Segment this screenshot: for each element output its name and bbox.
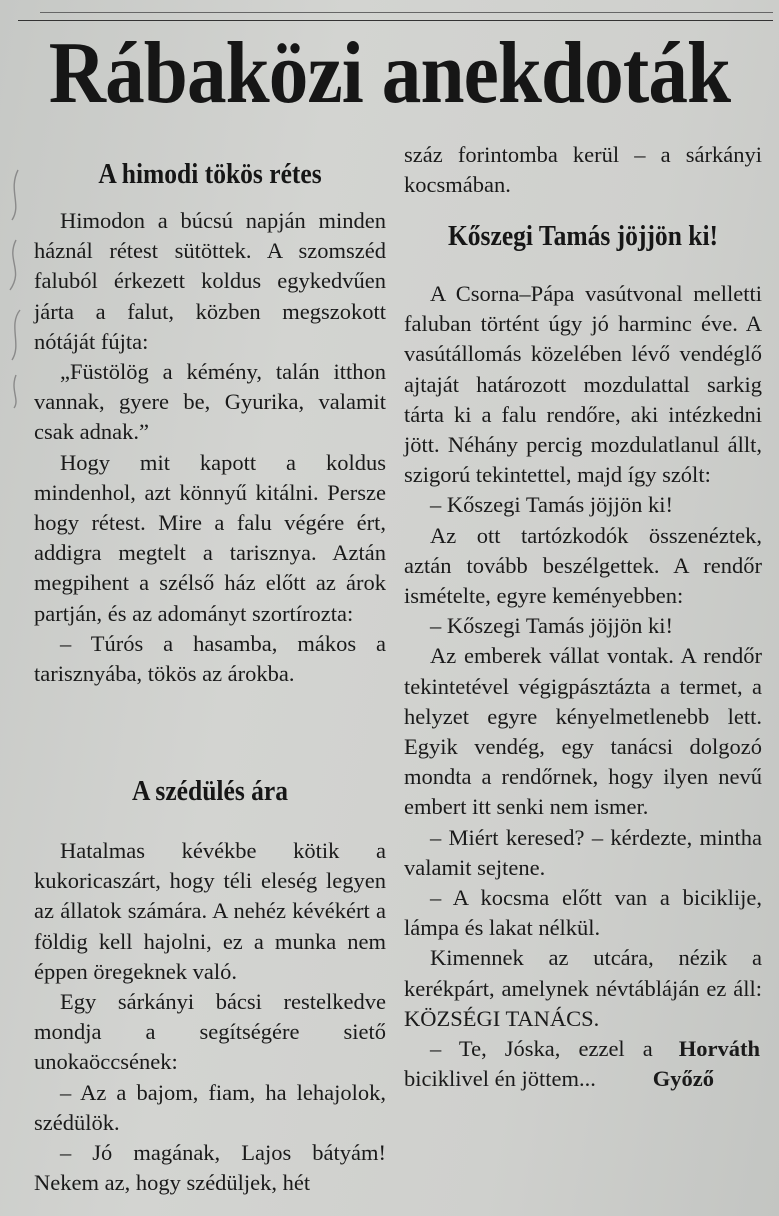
top-divider xyxy=(18,20,773,21)
story1-title: A himodi tökös rétes xyxy=(98,158,322,190)
story3-closing-line xyxy=(404,1034,762,1094)
story1-paragraph: Hogy mit kapott a koldus mindenhol, azt könnyű kitálni. Persze hogy rétest. Mire a falu végére ért, addigra megtelt a tarisznya. Aztán megpihent a szélső ház előtt az árok partján, és az adományt szortírozta: xyxy=(34,449,386,626)
story3-paragraph: – Miért keresed? – kérdezte, mintha valamit sejtene. xyxy=(404,824,762,880)
story3-paragraph: – A kocsma előtt van a biciklije, lámpa és lakat nélkül. xyxy=(404,885,762,941)
story1-paragraph: Himodon a búcsú napján minden háznál rétest sütöttek. A szomszéd faluból érkezett koldus egykedvűen járta a falut, közben megszokott nótáját fújta: xyxy=(34,208,386,354)
story1-paragraph: – Túrós a hasamba, mákos a tarisznyába, tökös az árokba. xyxy=(34,630,386,687)
story3-paragraph: Az emberek vállat vontak. A rendőr tekintetével végigpásztázta a termet, a helyzet egyre kényelmetlenebb lett. Egyik vendég, egy tanácsi dolgozó mondta a rendőrnek, hogy ilyen nevű embert itt senki nem ismer. xyxy=(404,643,762,820)
top-divider-faint xyxy=(40,12,773,13)
story3-paragraph: Kimennek az utcára, nézik a kerékpárt, amelynek névtábláján ez áll: KÖZSÉGI TANÁCS. xyxy=(404,945,762,1031)
story2-continuation xyxy=(404,140,762,200)
story2-title: A szédülés ára xyxy=(132,775,288,807)
story1-body xyxy=(34,206,386,689)
story2-paragraph: Hatalmas kévékbe kötik a kukoricaszárt, hogy téli eleség legyen az állatok számára. A nehéz kévékért a földig kell hajolni, ez a munka nem éppen öregeknek való. xyxy=(34,838,386,984)
pencil-mark-scribble xyxy=(0,160,28,410)
story3-paragraph: – Kőszegi Tamás jöjjön ki! xyxy=(430,613,673,639)
story2-paragraph: – Jó magának, Lajos bátyám! Nekem az, hogy szédüljek, hét xyxy=(34,1140,386,1196)
story3-body xyxy=(404,279,762,1094)
story2-paragraph: – Az a bajom, fiam, ha lehajolok, szédülök. xyxy=(34,1079,386,1135)
headline: Rábaközi anekdoták xyxy=(48,25,731,122)
author-signature: Horváth Győző xyxy=(652,1036,760,1092)
story2-paragraph: Egy sárkányi bácsi restelkedve mondja a segítségére siető unokaöccsének: xyxy=(34,989,386,1075)
story3-paragraph: – Kőszegi Tamás jöjjön ki! xyxy=(430,492,673,518)
story1-paragraph: „Füstölög a kémény, talán itthon vannak, gyere be, Gyurika, valamit csak adnak.” xyxy=(34,359,386,445)
story2-continuation-text: száz forintomba kerül – a sárkányi kocsmában. xyxy=(404,142,762,198)
story3-last-quote: – Te, Jóska, ezzel a biciklivel én jöttem... xyxy=(404,1036,653,1092)
story3-title: Kőszegi Tamás jöjjön ki! xyxy=(447,220,719,252)
story3-paragraph: Az ott tartózkodók összenéztek, aztán tovább beszélgettek. A rendőr ismételte, egyre keményebben: xyxy=(404,522,762,609)
story2-body xyxy=(34,836,386,1198)
story3-paragraph: A Csorna–Pápa vasútvonal melletti faluban történt úgy jó harminc éve. A vasútállomás közelében lévő vendéglő ajtaját határozott mozdulattal sarkig tárta ki a falu rendőre, aki intézkedni jött. Néhány percig mozdulatlanul állt, szigorú tekintettel, majd így szólt: xyxy=(404,281,762,488)
